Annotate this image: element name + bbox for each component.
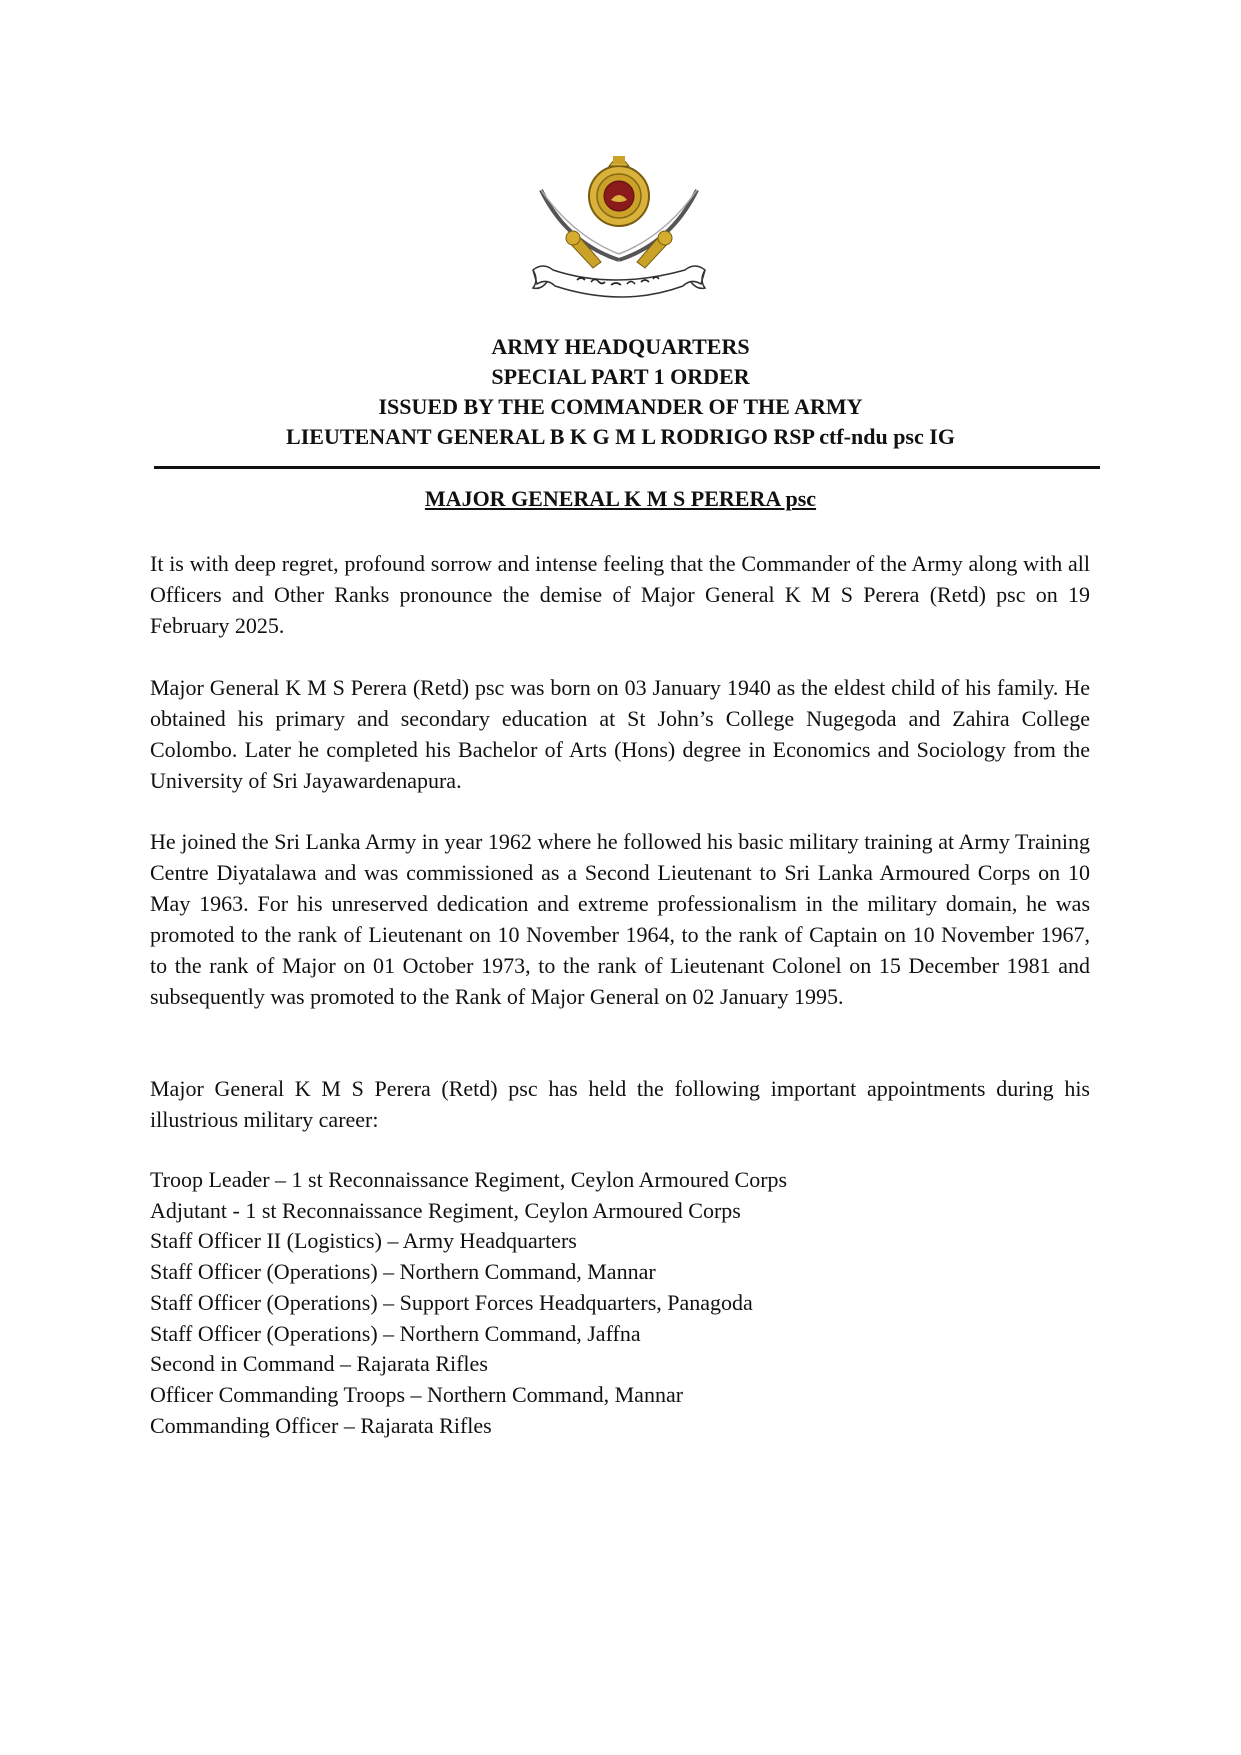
appointments-list xyxy=(150,1165,787,1441)
sri-lanka-army-crest-icon xyxy=(527,148,711,310)
list-item: Adjutant - 1 st Reconnaissance Regiment, Ceylon Armoured Corps xyxy=(150,1197,741,1223)
paragraph-appointments-intro: Major General K M S Perera (Retd) psc has held the following important appointments during his illustrious military career: xyxy=(150,1076,1090,1132)
list-item: Staff Officer (Operations) – Support Forces Headquarters, Panagoda xyxy=(150,1289,753,1315)
header-line-hq: ARMY HEADQUARTERS xyxy=(491,334,750,359)
paragraph-announcement: It is with deep regret, profound sorrow and intense feeling that the Commander of the Army along with all Officers and Other Ranks pronounce the demise of Major General K M S Perera (Retd) psc on 19 February 2025. xyxy=(150,551,1090,638)
list-item: Second in Command – Rajarata Rifles xyxy=(150,1351,488,1377)
list-item: Officer Commanding Troops – Northern Command, Mannar xyxy=(150,1381,684,1407)
list-item: Commanding Officer – Rajarata Rifles xyxy=(150,1412,492,1438)
header-line-issuer: ISSUED BY THE COMMANDER OF THE ARMY xyxy=(378,394,863,419)
list-item: Staff Officer (Operations) – Northern Command, Mannar xyxy=(150,1259,656,1285)
list-item: Staff Officer (Operations) – Northern Command, Jaffna xyxy=(150,1320,641,1346)
header-line-order: SPECIAL PART 1 ORDER xyxy=(491,364,750,389)
paragraph-career: He joined the Sri Lanka Army in year 1962 where he followed his basic military training at Army Training Centre Diyatalawa and was commissioned as a Second Lieutenant to Sri Lanka Armoured Corps on 10 May 1963. For his unreserved dedication and extreme professionalism in the military domain, he was promoted to the rank of Lieutenant on 10 November 1964, to the rank of Captain on 10 November 1967, to the rank of Major on 01 October 1973, to the rank of Lieutenant Colonel on 15 December 1981 and subsequently was promoted to the Rank of Major General on 02 January 1995. xyxy=(150,829,1090,1009)
list-item: Staff Officer II (Logistics) – Army Headquarters xyxy=(150,1228,577,1254)
paragraph-biography: Major General K M S Perera (Retd) psc was born on 03 January 1940 as the eldest child of his family. He obtained his primary and secondary education at St John’s College Nugegoda and Zahira College Colombo. Later he completed his Bachelor of Arts (Hons) degree in Economics and Sociology from the University of Sri Jayawardenapura. xyxy=(150,675,1090,793)
document-header xyxy=(0,332,1241,452)
header-divider xyxy=(154,466,1100,469)
header-line-commander: LIEUTENANT GENERAL B K G M L RODRIGO RSP ctf-ndu psc IG xyxy=(286,424,955,449)
list-item: Troop Leader – 1 st Reconnaissance Regiment, Ceylon Armoured Corps xyxy=(150,1167,788,1192)
document-subject: MAJOR GENERAL K M S PERERA psc xyxy=(424,486,817,511)
